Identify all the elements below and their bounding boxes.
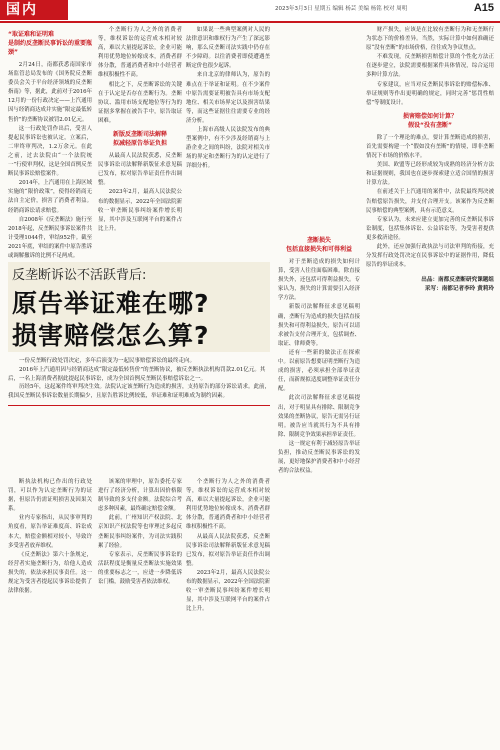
headline-line-1: 原告举证难在哪?: [12, 289, 210, 318]
lede-rule: [8, 405, 270, 406]
lede-paragraph: 2016年上汽通用因与经销商达成“限定最低转售价”的垄断协议，被反垄断执法机构罚款2.01亿元。其后，一名上海消费者据此提起民事诉讼，成为全国首例反垄断民事赔偿诉讼之一。: [8, 366, 266, 382]
paragraph: 个垄断行为人之外的消费者等，维权诉讼的运营成本相对较高，难以大量提起诉讼，企业可能利用优势地位转嫁成本，消费者群体分散，普通消费者和中小经营者维权积极性不高。: [186, 479, 270, 531]
paragraph: 专家认为，未来应建立更加完善的反垄断民事诉讼制度，包括集体诉讼、公益诉讼等，为受害者提供更多救济途径。: [366, 216, 494, 241]
paragraph: 个垄断行为人之外的消费者等，维权诉讼的运营成本相对较高，难以大量提起诉讼，企业可能利用优势地位转嫁成本，消费者群体分散，普通消费者和中小经营者维权积极性不高。: [98, 27, 182, 79]
paragraph: 这一规定有利于减轻原告举证负担，推动反垄断民事诉讼的发展，更好地保护消费者和中小经营者的合法权益。: [278, 440, 360, 475]
column-6: [98, 478, 182, 744]
paragraph: 在前述关于上汽通用的案件中，法院最终判决被告赔偿原告损失，并支付合理开支。该案作为反垄断民事赔偿的典型案例，具有示范意义。: [366, 189, 494, 214]
paragraph: 相比之下，反垄断诉讼的关键在于认定是否存在垄断行为。垄断协议、滥用市场支配地位等行为的证据多掌握在被告手中，原告取证困难。: [98, 81, 182, 124]
paragraph: 2023年2月，最高人民法院公布的数据显示，2022年全国法院新收一审垄断民事纠纷案件增长明显，其中涉及互联网平台的案件占比上升。: [98, 189, 182, 232]
credit-writers: 采写：南都记者李玲 黄莉玲: [424, 286, 494, 293]
credits: [366, 276, 494, 294]
column-4: [366, 26, 494, 744]
paragraph: 美国、欧盟等已经形成较为成熟的经济分析方法和证据规则，我国也在逐步探索建立适合国情的损害计算方法。: [366, 162, 494, 187]
lede-paragraph: 一份反垄断行政处罚决定，多年后演变为一起民事赔偿诉讼的最终走向。: [19, 358, 196, 364]
paragraph: 该案的审理中，原告委托专家进行了经济分析，计算出因价格限制导致的多支付金额。法院综合考虑多种因素，最终确定赔偿金额。: [98, 479, 182, 513]
credit-producer: 出品：南都反垄断研究课题组: [421, 277, 494, 284]
section-tab: 国内: [0, 0, 68, 20]
paragraph: 不难发现，反垄断损害赔偿计算的个性化方法正在逐步建立，法院需要根据案件具体情况，综合运用多种计算方法。: [366, 54, 494, 79]
paragraph: 2月24日，南都获悉南国家市场监管总局发布的《国务院反垄断委员会关于平台经济领域的反垄断指南》等，据此，此前对于2016年12月的一份行政决定——上汽通用因与经销商达成并实施“限定最低转售价”的垄断协议被罚2.01亿元。: [8, 62, 92, 123]
subhead-4-line1: 损害赔偿如何计算？: [402, 112, 457, 120]
subhead-2-line1: 新版反垄断司法解释: [112, 131, 167, 139]
column-2: [98, 26, 182, 258]
column-6b: [186, 478, 270, 744]
paragraph: 来自北京的律师认为，原告的难点在于举证和证明。在不少案件中原告需要证明被告具有市场支配地位、相关市场界定以及损害结果等，而这些证据往往需要专业的经济分析。: [186, 72, 270, 124]
paragraph: 从最高人民法院获悉，反垄断民事诉讼司法解释新版征求意见稿已发布，拟对原告举证责任作出调整。: [98, 153, 182, 187]
header-rule: [0, 21, 500, 23]
paragraph: 自2008年《反垄断法》施行至2018年起，反垄断民事诉讼案件共计受理1044件，审结952件。截至2021年底，审结的案件中原告胜诉或调解撤诉的比例不足两成。: [8, 216, 92, 258]
paragraph: 财产损失，应该是在比较有垄断行为和无垄断行为状态下的价格差异。当然，实际计算中如何准确还原“没有垄断”的市场价格，往往成为争议焦点。: [366, 27, 494, 52]
subhead-2: [98, 130, 182, 148]
headline-banner: [8, 262, 270, 352]
subhead-1: [8, 30, 92, 57]
subhead-1-line2: 是制约反垄断民事诉讼的重要瓶颈”: [8, 40, 92, 56]
paragraph: 业内专家指出，从民事审判的角度看，原告举证难度高、诉讼成本大，赔偿金额相对较小，导致许多受害者放弃维权。: [8, 515, 92, 549]
headline-kicker: 反垄断诉讼不活跃背后:: [12, 268, 147, 283]
subhead-4: [366, 112, 494, 130]
paragraph: 此次司法解释征求意见稿提出，对于明显具有排除、限制竞争效果的垄断协议，原告无需另行证明。被告应当就其行为不具有排除、限制竞争效果承担举证责任。: [278, 395, 360, 438]
column-3-lower: [278, 26, 360, 744]
column-5: [8, 478, 92, 744]
column-3: [186, 26, 270, 258]
paragraph: 这一行政处罚作出后，受害人提起民事诉讼也被认定，立案后，二审终审判决，1.2万余元。在此之前，过去法院由“一个法院统一”行使审判权，这是全国首例反垄断民事诉讼赔偿案件。: [8, 125, 92, 178]
paragraph: 《反垄断法》第六十条规定，经营者实施垄断行为，给他人造成损失的，依法承担民事责任。这一规定为受害者提起民事诉讼提供了法律依据。: [8, 551, 92, 595]
paragraph: 断执法机构已作出的行政处罚，可以作为认定垄断行为的证据，但原告仍需证明损害及因果关系。: [8, 479, 92, 513]
lede-paragraph: 历经5年，这起案件终审判决生效。法院认定该垄断行为造成的损害，支持原告的部分诉讼请求。此前，我国反垄断民事诉讼数量长期偏少，且原告胜诉比例较低，举证难和证明难成为制约因素。: [8, 384, 271, 400]
paragraph: 还有一些新的做法正在探索中。以前原告想要证明垄断行为造成的损害，必须承担全部举证责任，而新规拟适度调整举证责任分配。: [278, 349, 360, 393]
subhead-4-line2: 假设“没有垄断”: [408, 121, 452, 129]
page-number: A15: [473, 2, 494, 14]
subhead-3-line1: 垄断损失: [306, 237, 331, 244]
subhead-3: [278, 236, 360, 254]
paragraph: 从最高人民法院获悉，反垄断民事诉讼司法解释新版征求意见稿已发布，拟对原告举证责任作出调整。: [186, 533, 270, 567]
paragraph: 2014年，上汽通用在上海区域实施的“限价政策”，使得经销商无法自主定价，损害了消费者利益。经销商诉讼请求赔偿。: [8, 180, 92, 214]
page-header: [0, 0, 500, 22]
paragraph: 专家表示，反垄断民事诉讼的活跃程度是衡量反垄断法实施效果的重要标志之一，应进一步降低诉讼门槛，鼓励受害者依法维权。: [98, 551, 182, 586]
subhead-3-line2: 包括直接损失和可得利益: [285, 246, 352, 253]
paragraph: 此前，广州知识产权法院、北京知识产权法院等也审理过多起反垄断民事纠纷案件，为司法实践积累了经验。: [98, 515, 182, 549]
lede: [8, 357, 270, 401]
paragraph: 如果说一些典型案例对人民的法律意识和维权行为产生了深远影响，那么反垄断司法实践中仍存在不少障碍。以往消费者即使遭遇垄断定价也很少起诉。: [186, 27, 270, 70]
issue-info: 2023年3月3日 星期五 编辑 杨芸 美编 杨铭 校对 周明: [275, 6, 408, 12]
subhead-2-line2: 拟减轻原告举证负担: [112, 140, 167, 148]
headline-line-2: 损害赔偿怎么算?: [12, 321, 210, 350]
subhead-1-line1: “取证难和证明难: [8, 31, 54, 38]
paragraph: 上海市高级人民法院发布的典型案例中，有不少涉及经销商与上游企业之间的纠纷，法院对相关市场的界定和垄断行为的认定进行了详细分析。: [186, 127, 270, 170]
column-1: [8, 26, 92, 258]
paragraph: 此外，还应加强行政执法与司法审判的衔接，充分发挥行政处罚决定在民事诉讼中的证据作用，降低原告的举证成本。: [366, 243, 494, 269]
paragraph: 2023年2月，最高人民法院公布的数据显示，2022年全国法院新收一审垄断民事纠纷案件增长明显，其中涉及互联网平台的案件占比上升。: [186, 569, 270, 613]
paragraph: 对于垄断造成的损失如何计算，受害人往往面临困难。除直接损失外，还包括可得利益损失。专家认为，损失的计算需要引入经济学方法。: [278, 259, 360, 302]
paragraph: 新版司法解释征求意见稿明确，垄断行为造成的损失包括直接损失和可得利益损失，原告可以请求被告支付合理开支，包括调查、取证、律师费等。: [278, 304, 360, 347]
paragraph: 除了一个理论的难点，要计算垄断造成的损害，首先需要构建一个“假如没有垄断”的情境，即非垄断情况下市场的价格水平。: [366, 134, 494, 160]
paragraph: 专家建议，应当对反垄断民事诉讼的赔偿标准、举证规则等作出更明确的规定，同时完善“惩罚性赔偿”等制度设计。: [366, 81, 494, 106]
